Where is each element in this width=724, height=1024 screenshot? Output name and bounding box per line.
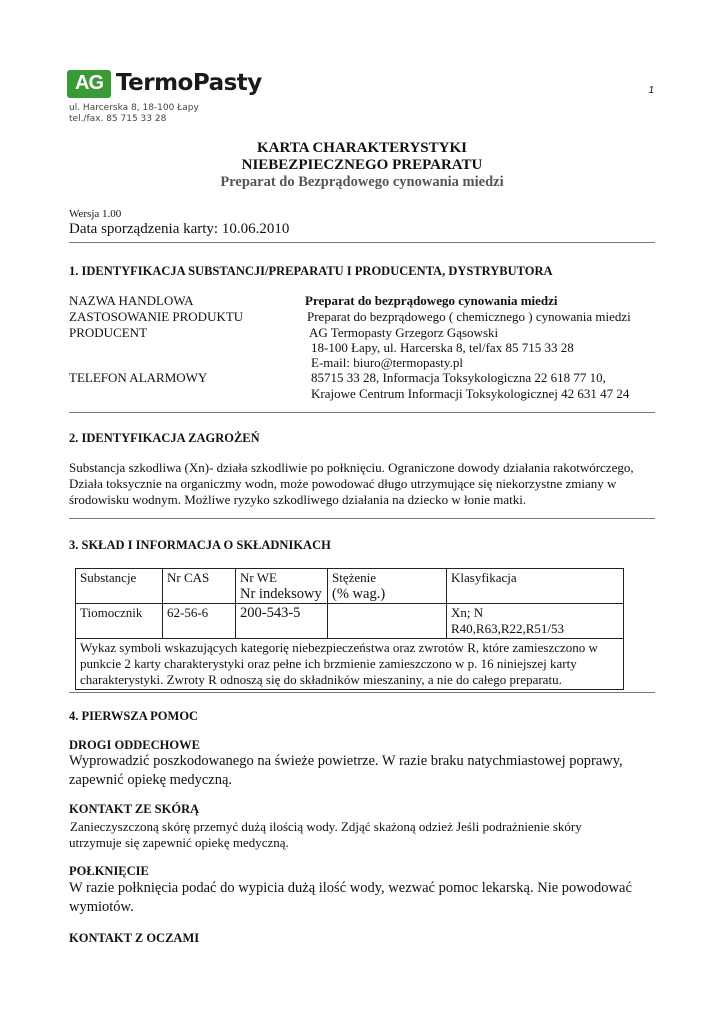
classification-line-1: Xn; N — [451, 605, 484, 620]
header-cell-cas: Nr CAS — [163, 569, 236, 604]
product-use-label: ZASTOSOWANIE PRODUKTU — [69, 309, 244, 324]
hazard-text-line-3: środowisku wodnym. Możliwe ryzyko szkodliwego działania na dziecko w łonie matki. — [69, 492, 527, 507]
date-label: Data sporządzenia karty: 10.06.2010 — [69, 221, 290, 237]
header-cell-we — [236, 569, 328, 604]
cell-concentration — [328, 604, 447, 639]
doc-title-line-2: NIEBEZPIECZNEGO PREPARATU — [241, 157, 483, 173]
logo-mark: AG — [67, 70, 111, 98]
address-line-2: tel./fax. 85 715 33 28 — [69, 114, 167, 124]
cell-substance: Tiomocznik — [76, 604, 163, 639]
alarm-phone-label: TELEFON ALARMOWY — [69, 370, 208, 385]
logo-text: TermoPasty — [116, 70, 262, 96]
section-2-heading: 2. IDENTYFIKACJA ZAGROŻEŃ — [69, 431, 260, 445]
cell-cas: 62-56-6 — [163, 604, 236, 639]
table-note-line-3: charakterystyki. Zwroty R odnoszą się do składników mieszaniny, a nie do całego preparatu. — [80, 672, 562, 687]
alarm-phone-line-2: Krajowe Centrum Informacji Toksykologicznej 42 631 47 24 — [311, 386, 630, 401]
hazard-text-line-2: Działa toksycznie na organiczmy wodn, może powodować długo utrzymujące się niekorzystne zmiany w — [69, 476, 617, 491]
section-3-heading: 3. SKŁAD I INFORMACJA O SKŁADNIKACH — [69, 538, 331, 552]
table-header-row — [76, 569, 624, 604]
cell-classification — [447, 604, 624, 639]
section-1-heading: 1. IDENTYFIKACJA SUBSTANCJI/PREPARATU I PRODUCENTA, DYSTRYBUTORA — [69, 264, 553, 278]
page-number: 1 — [648, 85, 654, 96]
skin-contact-line-1: Zanieczyszczoną skórę przemyć dużą ilością wody. Zdjąć skażoną odzież Jeśli podrażnienie skóry — [70, 819, 582, 834]
hazard-text-line-1: Substancja szkodliwa (Xn)- działa szkodliwie po połknięciu. Ograniczone dowody działania rakotwórczego, — [69, 460, 634, 475]
trade-name-label: NAZWA HANDLOWA — [69, 293, 194, 308]
product-use-value: Preparat do bezprądowego ( chemicznego ) cynowania miedzi — [307, 309, 631, 324]
alarm-phone-line-1: 85715 33 28, Informacja Toksykologiczna 22 618 77 10, — [311, 370, 606, 385]
divider — [69, 412, 655, 413]
header-conc-line-2: (% wag.) — [332, 586, 386, 602]
airways-text-line-1: Wyprowadzić poszkodowanego na świeże powietrze. W razie braku natychmiastowej poprawy, — [69, 753, 623, 769]
eye-contact-heading: KONTAKT Z OCZAMI — [69, 931, 200, 945]
composition-table — [75, 568, 624, 690]
airways-text-line-2: zapewnić opiekę medyczną. — [69, 772, 233, 788]
table-note — [76, 639, 624, 690]
table-note-line-2: punkcie 2 karty charakterystyki oraz pełne ich brzmienie zamieszczono w p. 16 niniejszej karty — [80, 656, 577, 671]
producer-email: E-mail: biuro@termopasty.pl — [311, 355, 463, 370]
table-note-row — [76, 639, 624, 690]
trade-name-value: Preparat do bezprądowego cynowania miedzi — [305, 293, 558, 308]
swallowing-text-line-2: wymiotów. — [69, 899, 134, 915]
swallowing-heading: POŁKNIĘCIE — [69, 864, 149, 878]
header-cell-classification: Klasyfikacja — [447, 569, 624, 604]
skin-contact-heading: KONTAKT ZE SKÓRĄ — [69, 802, 200, 816]
header-cell-substance: Substancje — [76, 569, 163, 604]
cell-we: 200-543-5 — [236, 604, 328, 639]
divider — [69, 518, 655, 519]
divider — [69, 692, 655, 693]
divider — [69, 242, 655, 243]
header-cell-concentration — [328, 569, 447, 604]
producer-name: AG Termopasty Grzegorz Gąsowski — [309, 325, 499, 340]
swallowing-text-line-1: W razie połknięcia podać do wypicia dużą ilość wody, wezwać pomoc lekarską. Nie powodować — [69, 880, 632, 896]
producer-label: PRODUCENT — [69, 325, 148, 340]
skin-contact-line-2: utrzymuje się zapewnić opiekę medyczną. — [69, 835, 289, 850]
version-label: Wersja 1.00 — [69, 208, 122, 220]
header-conc-line-1: Stężenie — [332, 570, 377, 585]
company-logo — [67, 70, 262, 100]
table-note-line-1: Wykaz symboli wskazujących kategorię niebezpieczeństwa oraz zwrotów R, które zamieszczono w — [80, 640, 598, 655]
producer-address: 18-100 Łapy, ul. Harcerska 8, tel/fax 85 715 33 28 — [311, 340, 574, 355]
address-line-1: ul. Harcerska 8, 18-100 Łapy — [69, 103, 199, 113]
doc-title-line-1: KARTA CHARAKTERYSTYKI — [257, 140, 467, 156]
header-we-line-2: Nr indeksowy — [240, 586, 322, 602]
section-4-heading: 4. PIERWSZA POMOC — [69, 709, 199, 723]
table-row — [76, 604, 624, 639]
classification-line-2: R40,R63,R22,R51/53 — [451, 621, 565, 636]
doc-subtitle: Preparat do Bezprądowego cynowania miedzi — [220, 174, 504, 190]
airways-heading: DROGI ODDECHOWE — [69, 738, 200, 752]
header-we-line-1: Nr WE — [240, 570, 277, 585]
